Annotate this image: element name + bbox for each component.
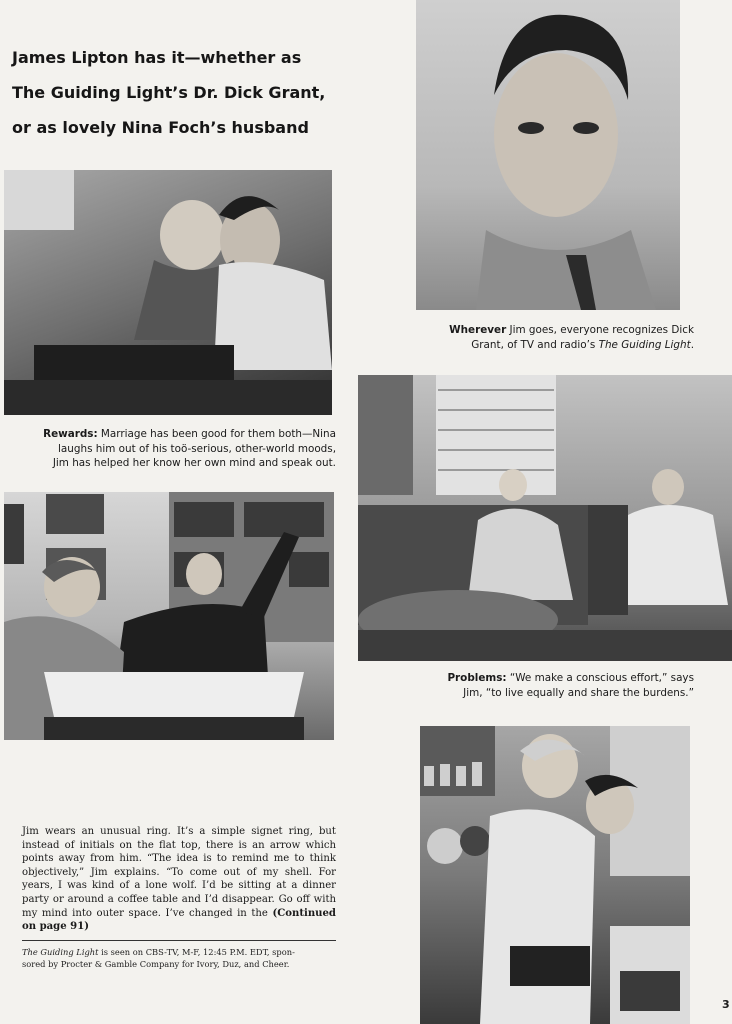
desk-photo (4, 492, 334, 740)
article-line: of my shell. For years, I was kind of a lone wolf. I’d (22, 866, 337, 892)
continued-link[interactable]: (Continued on page 91) (22, 907, 336, 933)
caption-text: Jim goes, everyone recognizes Dick (506, 324, 694, 336)
article-line: be sitting at a dinner party or around a coffee table (22, 880, 336, 905)
caption-text: . (690, 338, 694, 351)
article-line: me to think objectively,” Jim explains. “To come out (22, 853, 336, 878)
caption-text: Grant, of TV and radio’s (471, 338, 599, 351)
article-line: Jim wears an unusual ring. It’s a simple signet ring, (22, 826, 313, 837)
headline (12, 40, 342, 145)
caption-lead: Problems: (447, 672, 507, 684)
headline-line: James Lipton has it—whether as (12, 48, 302, 67)
article-line: which points away from him. “The idea is to remind (22, 839, 336, 865)
credit-text: sored by Procter & Gamble Company for Ivory, Duz, and Cheer. (22, 959, 290, 969)
problems-photo (358, 375, 732, 661)
headline-line: The Guiding Light’s Dr. Dick Grant, (12, 83, 326, 102)
article-line: but instead of initials on the flat top, there is an arrow (22, 826, 336, 851)
rewards-photo (4, 170, 332, 415)
caption-text: laughs him out of his toö-serious, other-world moods, (58, 442, 336, 455)
kitchen-photo (420, 726, 690, 1024)
caption-text: Jim has helped her know her own mind and speak out. (52, 457, 336, 469)
article-line: and I’d disappear. Go off with my mind into outer (22, 893, 336, 919)
credit-divider (22, 940, 336, 941)
rewards-caption (18, 427, 336, 471)
broadcast-credit (22, 946, 336, 970)
article-body (22, 825, 336, 934)
portrait-caption (400, 323, 694, 352)
caption-lead: Rewards: (43, 428, 98, 440)
caption-text: “We make a conscious effort,” says (506, 672, 694, 684)
portrait-photo (416, 0, 680, 310)
caption-lead: Wherever (449, 324, 507, 336)
credit-show-title: The Guiding Light (22, 947, 99, 957)
caption-text: Jim, “to live equally and share the burdens.” (463, 686, 694, 699)
headline-line: or as lovely Nina Foch’s husband (12, 118, 309, 137)
caption-show-title: The Guiding Light (598, 338, 691, 351)
credit-text: is seen on CBS-TV, M-F, 12:45 P.M. EDT, spon- (98, 947, 295, 957)
caption-text: Marriage has been good for them both—Nina (97, 428, 336, 440)
problems-caption (400, 671, 694, 700)
article-line: space. I’ve changed in the (128, 907, 273, 919)
page-number: 3 (722, 998, 730, 1011)
